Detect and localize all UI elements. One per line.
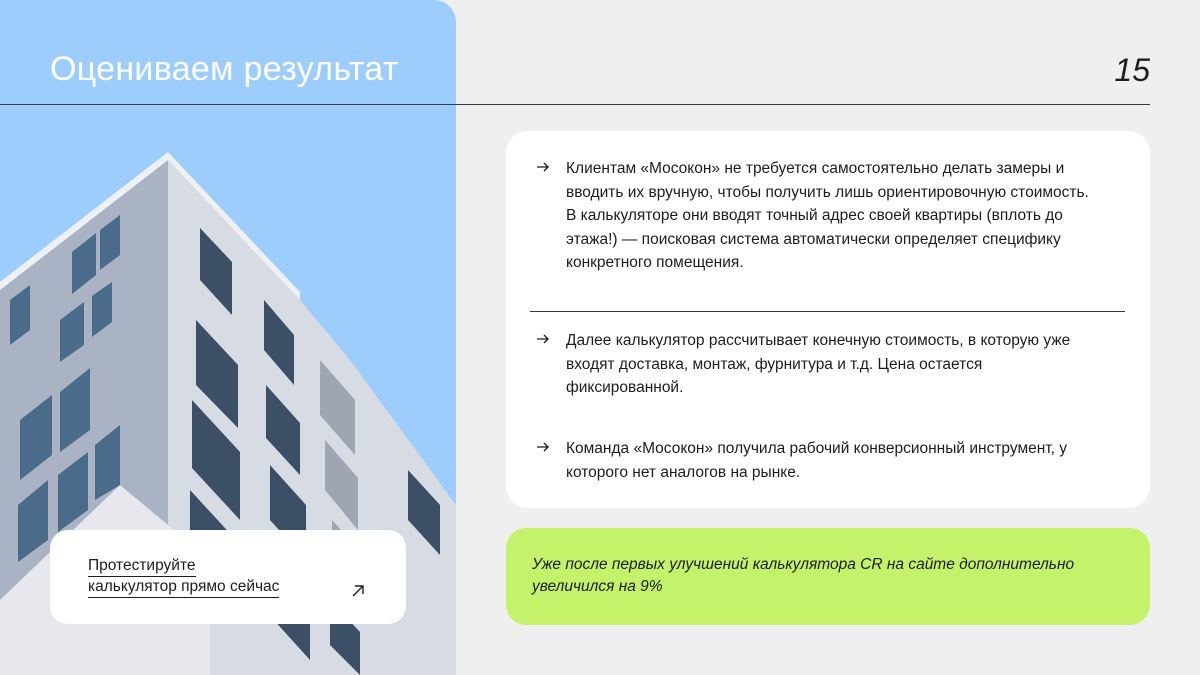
cta-label[interactable] bbox=[88, 556, 279, 598]
list-item-text: Далее калькулятор рассчитывает конечную стоимость, в которую уже входят доставка, монтаж, фурнитура и т.д. Цена остается фиксированной. bbox=[566, 332, 1071, 396]
list-item bbox=[536, 157, 1096, 275]
try-calculator-button[interactable] bbox=[50, 530, 406, 624]
list-item bbox=[536, 329, 1096, 400]
hero-image-panel bbox=[0, 0, 456, 675]
result-text: Уже после первых улучшений калькулятора CR на сайте дополнительно увеличился на 9% bbox=[532, 556, 1075, 595]
arrow-right-icon bbox=[536, 441, 550, 453]
arrow-up-right-icon[interactable] bbox=[350, 583, 366, 599]
arrow-right-icon bbox=[536, 161, 550, 173]
list-item bbox=[536, 437, 1096, 484]
result-highlight-card bbox=[506, 528, 1150, 625]
cta-label-line2[interactable]: калькулятор прямо сейчас bbox=[88, 577, 279, 598]
page-number: 15 bbox=[1114, 52, 1150, 88]
list-item-text: Команда «Мосокон» получила рабочий конверсионный инструмент, у которого нет аналогов на рынке. bbox=[566, 440, 1068, 481]
cta-label-line1[interactable]: Протестируйте bbox=[88, 556, 196, 577]
header-divider bbox=[0, 104, 1150, 105]
divider bbox=[530, 311, 1125, 312]
page-title: Оцениваем результат bbox=[50, 50, 399, 88]
arrow-right-icon bbox=[536, 333, 550, 345]
results-card bbox=[506, 131, 1150, 508]
list-item-text: Клиентам «Мосокон» не требуется самостоятельно делать замеры и вводить их вручную, чтобы получить лишь ориентировочную стоимость. В калькуляторе они вводят точный адрес своей квартиры (вплоть до этажа!) — поисковая система автоматически определяет специфику конкретного помещения. bbox=[566, 160, 1089, 271]
